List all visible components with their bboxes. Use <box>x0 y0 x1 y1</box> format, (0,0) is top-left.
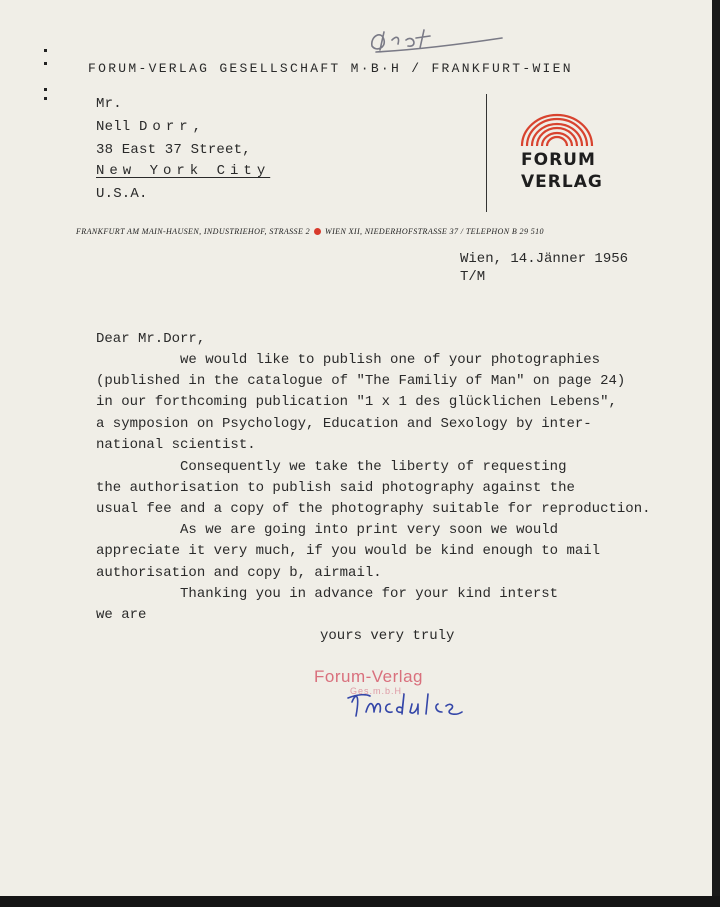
recipient-country: U.S.A. <box>96 186 148 202</box>
signature <box>344 682 484 726</box>
recipient-city: New York City <box>96 163 271 179</box>
body-line: appreciate it very much, if you would be kind enough to mail <box>96 543 601 559</box>
body-line: a symposion on Psychology, Education and Sexology by inter- <box>96 416 592 432</box>
handwritten-note <box>362 18 512 58</box>
salutation: Dear Mr.Dorr, <box>96 331 206 347</box>
body-line: national scientist. <box>96 437 256 453</box>
body-line: usual fee and a copy of the photography suitable for reproduction. <box>96 501 651 517</box>
vienna-address: WIEN XII, NIEDERHOFSTRASSE 37 / TELEPHON B 29 510 <box>325 227 544 236</box>
letterhead-addresses <box>76 227 544 236</box>
body-line: the authorisation to publish said photography against the <box>96 480 575 496</box>
company-stamp: Forum-Verlag <box>314 667 423 686</box>
body-line: authorisation and copy b, airmail. <box>96 565 382 581</box>
body-line: in our forthcoming publication "1 x 1 des glücklichen Lebens", <box>96 394 617 410</box>
body-line: we are <box>96 607 147 623</box>
scan-border-right <box>712 0 720 896</box>
body-line: (published in the catalogue of "The Familiy of Man" on page 24) <box>96 373 626 389</box>
logo-text-verlag: VERLAG <box>521 172 603 192</box>
company-stamp-sub: Ges.m.b.H. <box>350 686 406 696</box>
body-line: Thanking you in advance for your kind interst <box>96 586 559 602</box>
header-divider <box>486 94 487 212</box>
body-line: As we are going into print very soon we would <box>96 522 559 538</box>
body-line: we would like to publish one of your photographies <box>96 352 601 368</box>
margin-mark <box>44 97 47 100</box>
letter-date: Wien, 14.Jänner 1956 <box>460 251 629 267</box>
body-line: Consequently we take the liberty of requesting <box>96 459 567 475</box>
closing: yours very truly <box>320 628 455 644</box>
scan-border-bottom <box>0 896 720 907</box>
recipient-street: 38 East 37 Street, <box>96 142 251 158</box>
margin-mark <box>44 62 47 65</box>
separator-dot <box>314 228 321 235</box>
forum-verlag-logo <box>518 112 596 148</box>
recipient-first-name: Nell <box>96 119 140 135</box>
recipient-last-name: Dorr, <box>139 119 207 135</box>
margin-mark <box>44 88 47 91</box>
logo-text-forum: FORUM <box>521 150 596 170</box>
company-header: FORUM-VERLAG GESELLSCHAFT M·B·H / FRANKFURT-WIEN <box>88 61 573 76</box>
reference-initials: T/M <box>460 269 486 285</box>
recipient-name <box>96 119 206 135</box>
recipient-title: Mr. <box>96 96 122 112</box>
margin-mark <box>44 49 47 52</box>
frankfurt-address: FRANKFURT AM MAIN-HAUSEN, INDUSTRIEHOF, STRASSE 2 <box>76 227 311 236</box>
